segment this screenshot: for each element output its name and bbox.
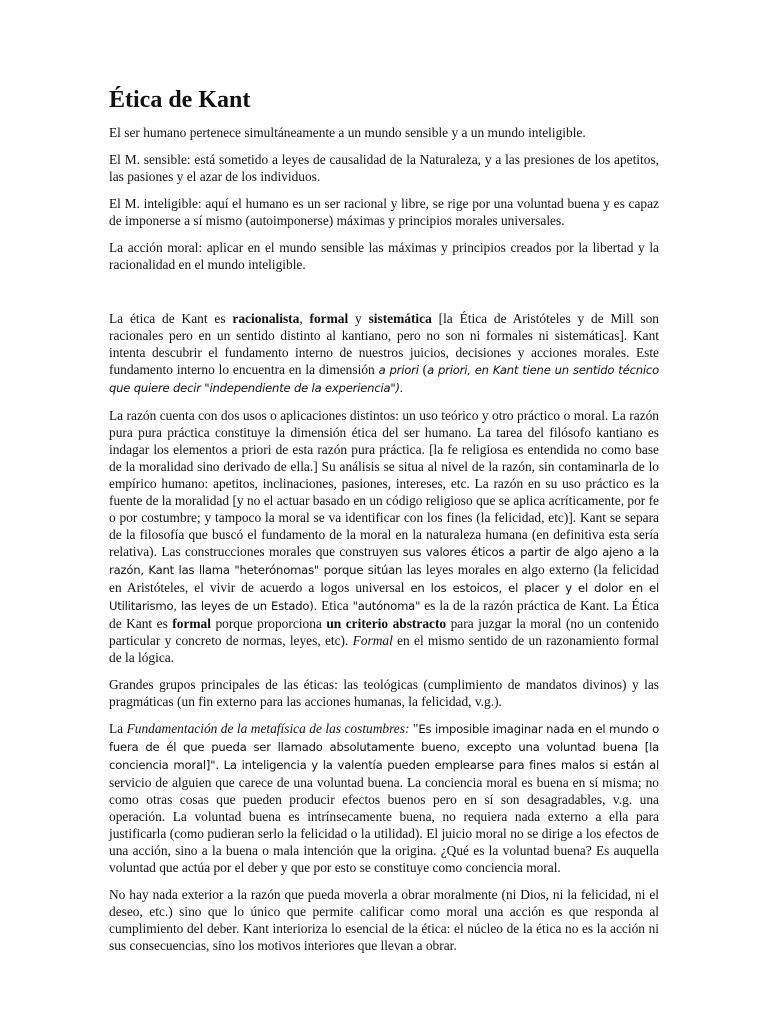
text-span: La razón cuenta con dos usos o aplicaciones distintos: un uso teórico y otro práctico o moral. La razón pura pura práctica constituye la dimensión ética del ser humano. La tarea del filósofo kantiano es indagar los elementos a priori de esta razón pura práctica. [la fe religiosa es entendida no como base de la moralidad sino derivado de ella.] Su análisis se situa al nivel de la razón, sin contaminarla de lo empírico humano: apetitos, inclinaciones, pasiones, intereses, etc. La razón en su uso práctico es la fuente de la moralidad [y no el actuar basado en un código religioso que se aplica acríticamente, por fe o por costumbre; y tampoco la moral se va identificar con los fines (la felicidad, etc)]. Kant se separa de la filosofía que buscó el fundamento de la moral en la naturaleza humana (en definitiva esta sería relativa). Las construcciones morales que construyen	[109, 408, 659, 559]
document-page	[109, 86, 659, 964]
text-span: porque proporciona	[210, 616, 327, 631]
bold-term-formal: formal	[309, 311, 349, 326]
italic-definition-a-priori: a priori, en Kant tiene un sentido técnico que quiere decir "independiente de la experiencia").	[109, 363, 659, 395]
text-span: "	[409, 721, 419, 736]
document-title: Ética de Kant	[109, 87, 251, 113]
bold-term-sistematica: sistemática	[368, 311, 432, 326]
text-span: (	[418, 362, 428, 377]
italic-term-a-priori: a priori	[378, 363, 419, 377]
bold-term-formal: formal	[172, 616, 211, 631]
italic-book-title: Fundamentación de la metafísica de las costumbres:	[126, 721, 410, 736]
text-span: para juzgar la moral (no un contenido particular y concreto de normas, leyes, etc).	[109, 616, 659, 648]
bold-term-criterio-abstracto: un criterio abstracto	[326, 616, 447, 631]
text-span: y	[348, 311, 369, 326]
text-span-handwritten: en los estoicos, el placer y el dolor en el Utilitarismo, las leyes de un Estado).	[109, 581, 659, 613]
intro-paragraph-3: El M. inteligible: aquí el humano es un ser racional y libre, se rige por una voluntad buena y es capaz de imponerse a sí mismo (autoimponerse) máximas y principios morales universales.	[109, 196, 659, 228]
paragraph-ethics-character	[109, 310, 659, 397]
text-span: Etica	[317, 598, 353, 613]
italic-term-formal: Formal	[352, 633, 393, 648]
section-gap	[109, 283, 659, 310]
text-span: servicio de alguien que carece de una voluntad buena. La conciencia moral es buena en sí misma; no como otras cosas que pueden producir efectos buenos pero en sí son desagradables, v.g. una operación. La voluntad buena es intrínsecamente buena, no requiera nada externo a ella para justificarla (como pudieran serlo la felicidad o la utilidad). El juicio moral no se dirige a los efectos de una acción, sino a la buena o mala intención que la origina. ¿Qué es la voluntad buena? Es auquella voluntad que actúa por el deber y que por esto se constituye como conciencia moral.	[109, 775, 659, 875]
term-autonoma: "autónoma"	[352, 599, 421, 613]
text-span: ,	[299, 311, 310, 326]
text-span: La	[109, 721, 127, 736]
quote-handwritten: Es imposible imaginar nada en el mundo o fuera de él que pueda ser llamado absolutamente bueno, excepto una voluntad buena [la conciencia moral]". La inteligencia y la valentía pueden emplearse para fines malos si están al	[109, 722, 659, 772]
paragraph-practical-reason	[109, 407, 659, 666]
bold-term-racionalista: racionalista	[232, 311, 300, 326]
text-span-handwritten: sus valores éticos a partir de algo ajeno a la razón, Kant las llama "heterónomas" porque sitúan	[109, 545, 659, 577]
text-span: La ética de Kant es	[109, 311, 233, 326]
paragraph-duty: No hay nada exterior a la razón que pueda moverla a obrar moralmente (ni Dios, ni la felicidad, ni el deseo, etc.) sino que lo único que permite calificar como moral una acción es que responda al cumplimiento del deber. Kant interioriza lo esencial de la ética: el núcleo de la ética no es la acción ni sus consecuencias, sino los motivos interiores que llevan a obrar.	[109, 887, 659, 953]
paragraph-ethics-groups: Grandes grupos principales de las éticas: las teológicas (cumplimiento de mandatos divinos) y las pragmáticas (un fin externo para las acciones humanas, la felicidad, v.g.).	[109, 677, 659, 709]
text-span: las leyes morales en algo externo (la felicidad en Aristóteles, el vivir de acuerdo a logos universal	[109, 562, 659, 595]
paragraph-good-will	[109, 720, 659, 876]
intro-paragraph-4: La acción moral: aplicar en el mundo sensible las máximas y principios creados por la libertad y la racionalidad en el mundo inteligible.	[109, 240, 659, 272]
intro-paragraph-1: El ser humano pertenece simultáneamente a un mundo sensible y a un mundo inteligible.	[109, 125, 586, 140]
text-span: [la Ética de Aristóteles y de Mill son racionales pero en un sentido distinto al kantiano, pero no son ni formales ni sistemáticas]. Kant intenta descubrir el fundamento interno de nuestros juicios, decisiones y acciones morales. Este fundamento interno lo encuentra en la dimensión	[109, 311, 659, 377]
intro-paragraph-2: El M. sensible: está sometido a leyes de causalidad de la Naturaleza, y a las presiones de los apetitos, las pasiones y el azar de los individuos.	[109, 152, 659, 184]
text-span: es la de la razón práctica de Kant. La Ética de Kant es	[109, 598, 659, 631]
text-span: en el mismo sentido de un razonamiento formal de la lógica.	[109, 633, 659, 665]
